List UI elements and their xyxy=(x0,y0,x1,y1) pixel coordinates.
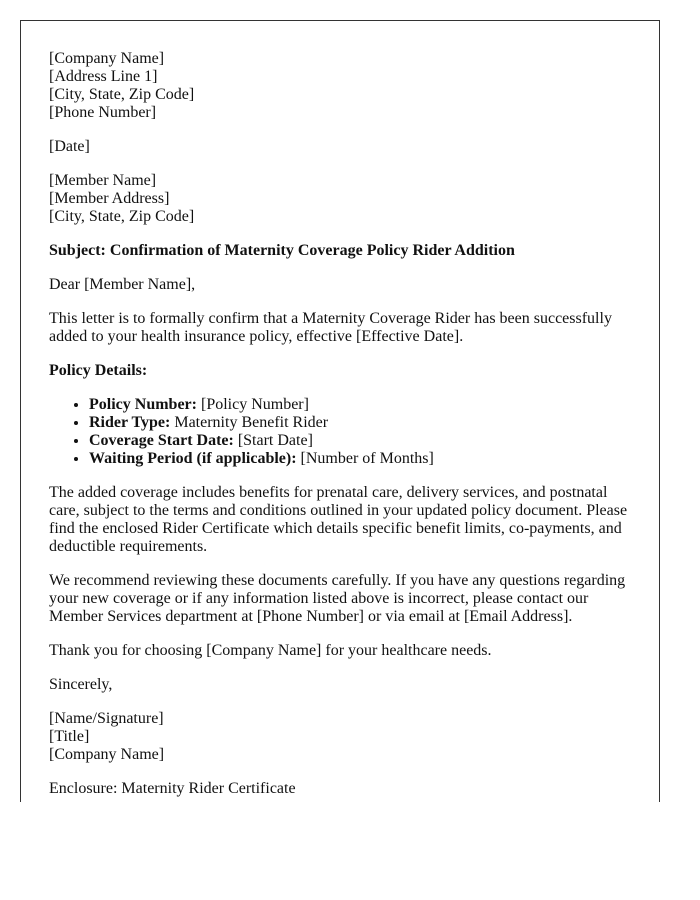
policy-detail-item xyxy=(89,450,631,468)
signature-title: [Title] xyxy=(49,728,90,745)
thanks-paragraph: Thank you for choosing [Company Name] for your healthcare needs. xyxy=(49,642,492,659)
closing: Sincerely, xyxy=(49,676,113,693)
policy-detail-label: Waiting Period (if applicable): xyxy=(89,450,297,467)
policy-detail-value: [Start Date] xyxy=(233,432,313,449)
letter-date: [Date] xyxy=(49,138,90,155)
sender-company-name: [Company Name] xyxy=(49,50,165,67)
policy-details-list xyxy=(49,396,631,468)
policy-detail-item xyxy=(89,432,631,450)
sender-address-block xyxy=(49,50,631,122)
policy-detail-item xyxy=(89,396,631,414)
signature-company: [Company Name] xyxy=(49,746,165,763)
salutation: Dear [Member Name], xyxy=(49,276,196,293)
recommend-paragraph: We recommend reviewing these documents carefully. If you have any questions regarding your new coverage or if any information listed above is incorrect, please contact our Member Services department at [Phone Number] or via email at [Email Address]. xyxy=(49,572,626,625)
policy-details-heading: Policy Details: xyxy=(49,362,148,379)
intro-paragraph: This letter is to formally confirm that a Maternity Coverage Rider has been successfully added to your health insurance policy, effective [Effective Date]. xyxy=(49,310,612,345)
coverage-paragraph: The added coverage includes benefits for prenatal care, delivery services, and postnatal care, subject to the terms and conditions outlined in your updated policy document. Please find the enclosed Rider Certificate which details specific benefit limits, co-payments, and deductible requirements. xyxy=(49,484,628,555)
recipient-city-state-zip: [City, State, Zip Code] xyxy=(49,208,195,225)
recipient-name: [Member Name] xyxy=(49,172,157,189)
policy-detail-label: Rider Type: xyxy=(89,414,171,431)
policy-detail-value: Maternity Benefit Rider xyxy=(170,414,329,431)
sender-city-state-zip: [City, State, Zip Code] xyxy=(49,86,195,103)
recipient-address-block xyxy=(49,172,631,226)
policy-detail-label: Coverage Start Date: xyxy=(89,432,234,449)
recipient-address: [Member Address] xyxy=(49,190,170,207)
policy-detail-value: [Policy Number] xyxy=(196,396,309,413)
signature-name: [Name/Signature] xyxy=(49,710,164,727)
sender-phone: [Phone Number] xyxy=(49,104,157,121)
policy-detail-item xyxy=(89,414,631,432)
policy-detail-value: [Number of Months] xyxy=(296,450,434,467)
subject-line: Subject: Confirmation of Maternity Coverage Policy Rider Addition xyxy=(49,242,515,259)
signature-block xyxy=(49,710,631,764)
sender-address-line-1: [Address Line 1] xyxy=(49,68,158,85)
enclosure-line: Enclosure: Maternity Rider Certificate xyxy=(49,780,296,797)
policy-detail-label: Policy Number: xyxy=(89,396,197,413)
letter-page xyxy=(20,20,660,802)
